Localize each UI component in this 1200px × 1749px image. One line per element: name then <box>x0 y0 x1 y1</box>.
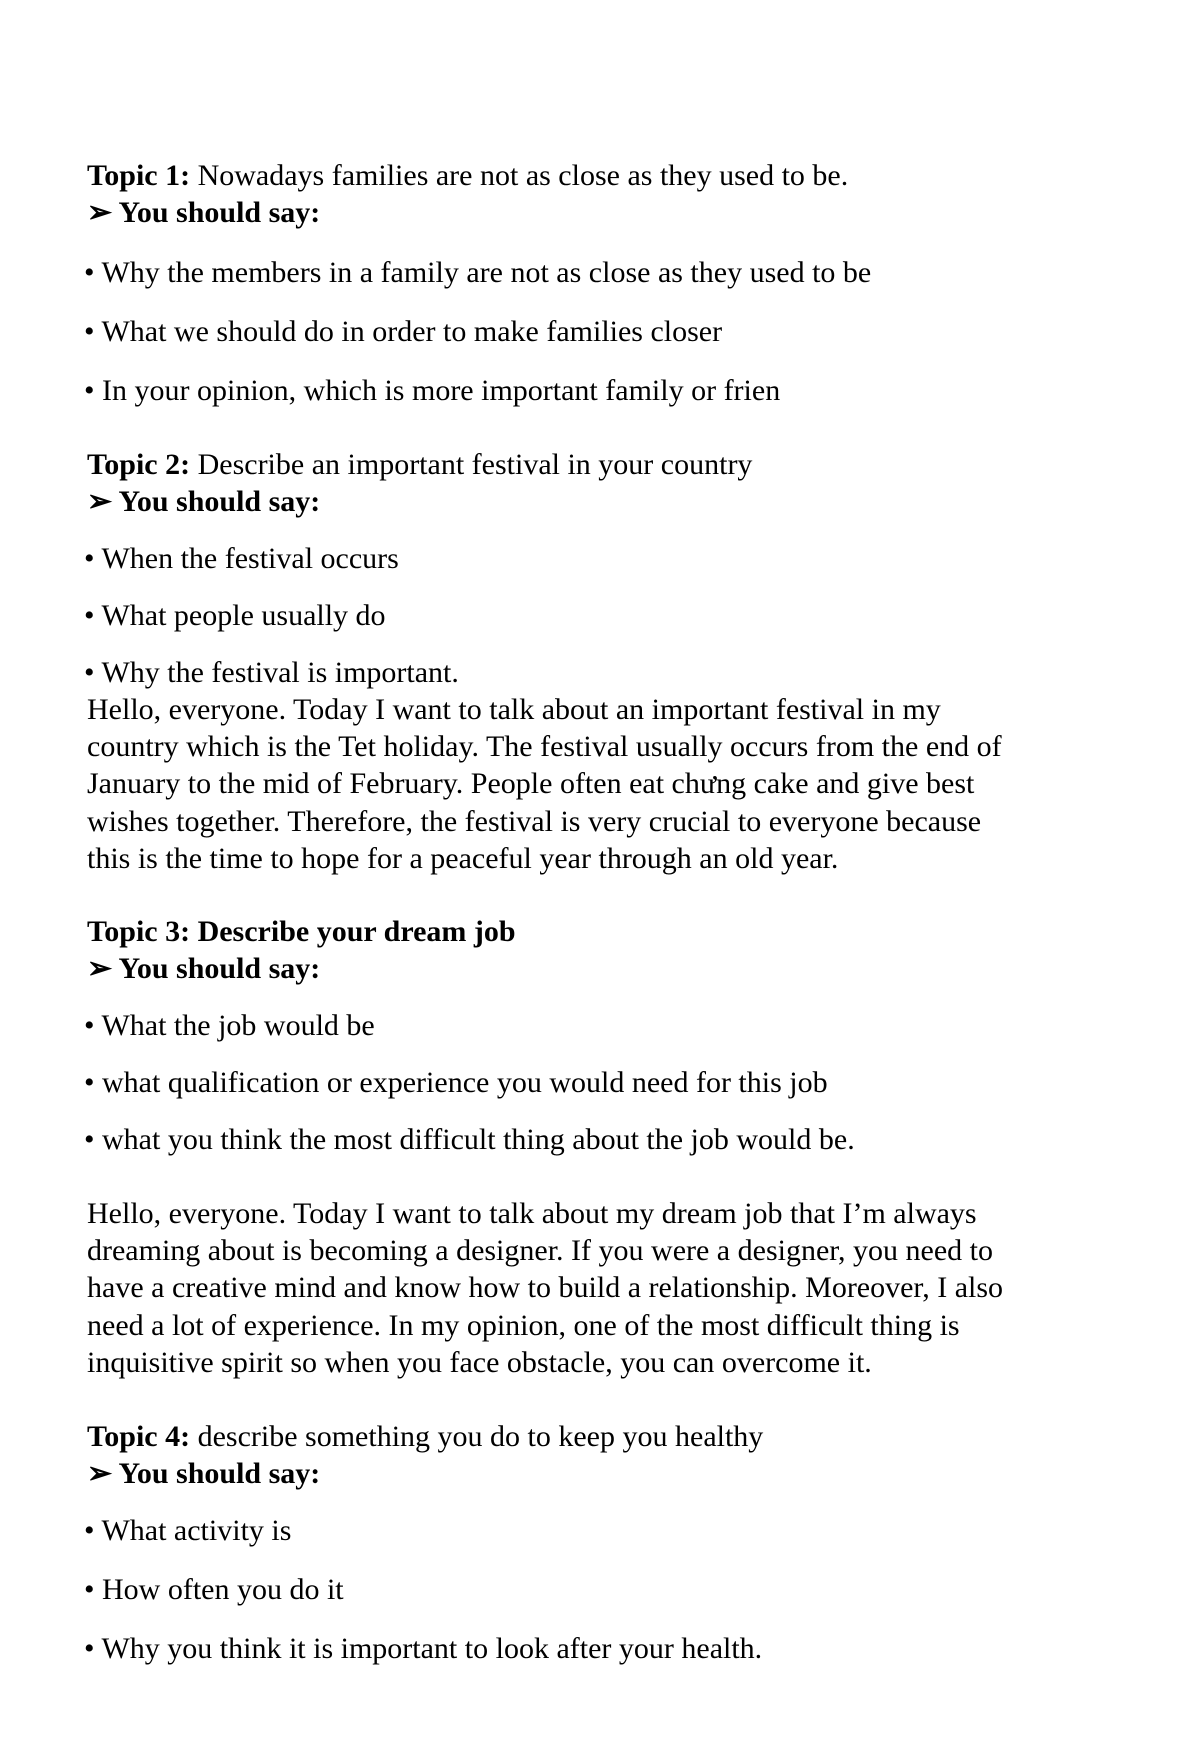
topic-2-should-say: ➢ You should say: <box>87 485 321 518</box>
topic-1-bullet-2: • What we should do in order to make families closer <box>84 315 723 348</box>
topic-3-answer-line: need a lot of experience. In my opinion, one of the most difficult thing is <box>87 1308 960 1342</box>
topic-1-heading <box>87 157 848 194</box>
topic-2-answer-line: January to the mid of February. People often eat chưng cake and give best <box>87 767 975 801</box>
topic-3-heading: Topic 3: Describe your dream job <box>87 915 516 948</box>
topic-2-answer-line: country which is the Tet holiday. The festival usually occurs from the end of <box>87 730 1002 764</box>
topic-3-bullet-3: • what you think the most difficult thing about the job would be. <box>84 1123 855 1156</box>
topic-3-answer-line: Hello, everyone. Today I want to talk about my dream job that I’m always <box>87 1197 977 1230</box>
topic-2-heading <box>87 446 752 483</box>
topic-2-answer-line: wishes together. Therefore, the festival is very crucial to everyone because <box>87 804 982 838</box>
topic-4-heading <box>87 1418 763 1455</box>
topic-3-answer-line: dreaming about is becoming a designer. If you were a designer, you need to <box>87 1234 994 1268</box>
topic-2-answer-line: this is the time to hope for a peaceful year through an old year. <box>87 841 839 875</box>
topic-2-bullet-2: • What people usually do <box>84 599 386 632</box>
topic-1-label: Topic 1: <box>87 159 191 192</box>
topic-2-bullet-3: • Why the festival is important. <box>84 656 459 689</box>
topic-4-should-say: ➢ You should say: <box>87 1457 321 1490</box>
topic-1-bullet-1: • Why the members in a family are not as close as they used to be <box>84 256 872 289</box>
topic-3-answer-line: have a creative mind and know how to build a relationship. Moreover, I also <box>87 1271 1004 1305</box>
topic-1-should-say: ➢ You should say: <box>87 196 321 229</box>
topic-4-bullet-3: • Why you think it is important to look after your health. <box>84 1632 763 1665</box>
topic-3-bullet-1: • What the job would be <box>84 1009 375 1042</box>
topic-2-label: Topic 2: <box>87 448 191 481</box>
topic-3-bullet-2: • what qualification or experience you would need for this job <box>84 1066 828 1099</box>
topic-4-label: Topic 4: <box>87 1420 191 1453</box>
topic-4-title: describe something you do to keep you healthy <box>190 1420 764 1453</box>
topic-1-title: Nowadays families are not as close as they used to be. <box>190 159 849 192</box>
topic-2-title: Describe an important festival in your country <box>190 448 753 481</box>
topic-4-bullet-1: • What activity is <box>84 1514 292 1547</box>
topic-4-bullet-2: • How often you do it <box>84 1573 344 1606</box>
topic-3-answer-line: inquisitive spirit so when you face obstacle, you can overcome it. <box>87 1345 872 1379</box>
topic-2-answer <box>87 691 1122 877</box>
topic-2-bullet-1: • When the festival occurs <box>84 542 399 575</box>
topic-2-answer-line: Hello, everyone. Today I want to talk about an important festival in my <box>87 693 941 726</box>
topic-3-should-say: ➢ You should say: <box>87 952 321 985</box>
topic-1-bullet-3: • In your opinion, which is more important family or frien <box>84 374 781 407</box>
topic-3-answer <box>87 1195 1122 1381</box>
